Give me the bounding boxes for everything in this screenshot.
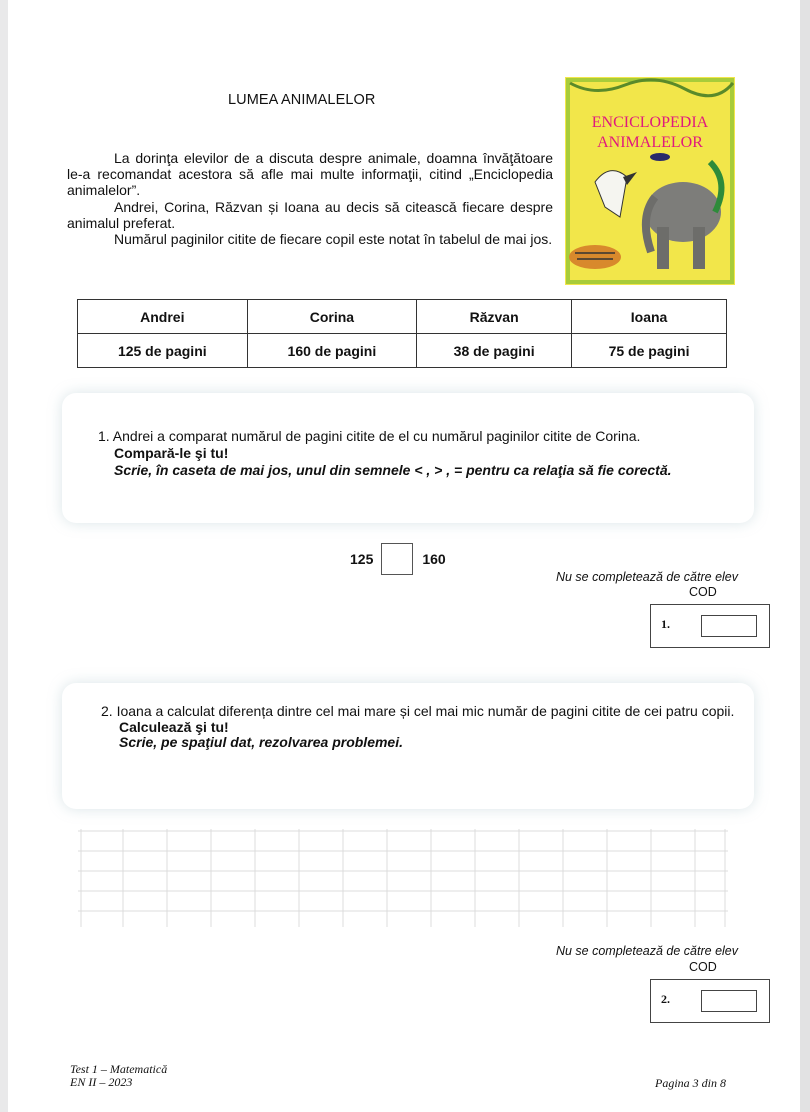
intro-paragraph-2: Andrei, Corina, Răzvan și Ioana au decis să citească fiecare despre animalul preferat.: [67, 198, 553, 231]
pages-table: [77, 299, 727, 368]
footer-test-name: Test 1 – Matematică: [70, 1062, 168, 1076]
grading-number-2: 2.: [661, 992, 670, 1006]
table-cell: 75 de pagini: [572, 334, 727, 368]
grading-note-1: Nu se completează de către elev: [555, 570, 738, 584]
table-header-cell: Andrei: [78, 300, 248, 334]
comparison-right-value: 160: [422, 551, 446, 567]
comparison-answer-box[interactable]: [381, 543, 413, 575]
footer-left: [70, 1063, 167, 1089]
question-1-instruction: Compară-le şi tu!: [114, 445, 229, 461]
comparison-left-value: 125: [350, 551, 374, 567]
comparison-row: [350, 543, 446, 575]
grading-score-box-1[interactable]: [701, 615, 757, 637]
table-header-row: [78, 300, 727, 334]
grading-number-1: 1.: [661, 617, 670, 631]
table-cell: 125 de pagini: [78, 334, 248, 368]
page-edge-right: [800, 0, 810, 1112]
grading-score-box-2[interactable]: [701, 990, 757, 1012]
table-row: [78, 334, 727, 368]
question-1: [98, 428, 672, 479]
intro-paragraph-3: Numărul paginilor citite de fiecare copil este notat în tabelul de mai jos.: [114, 231, 553, 248]
table-cell: 38 de pagini: [417, 334, 572, 368]
question-2: [101, 704, 737, 751]
grading-box-2: [650, 979, 770, 1023]
table-header-cell: Corina: [247, 300, 417, 334]
question-2-task: Scrie, pe spaţiul dat, rezolvarea problemei.: [119, 734, 403, 751]
footer-page-number: Pagina 3 din 8: [655, 1076, 726, 1090]
encyclopedia-cover-image: [565, 77, 735, 285]
footer-exam-name: EN II – 2023: [70, 1075, 133, 1089]
grading-cod-label-2: COD: [689, 960, 717, 974]
cover-title-line2: ANIMALELOR: [597, 134, 703, 151]
grading-box-1: [650, 604, 770, 648]
table-header-cell: Ioana: [572, 300, 727, 334]
question-2-instruction: Calculează şi tu!: [119, 718, 229, 735]
answer-grid[interactable]: [78, 829, 728, 927]
intro-text: [67, 150, 553, 247]
question-1-text: 1. Andrei a comparat numărul de pagini citite de el cu numărul paginilor citite de Corina.: [98, 428, 641, 444]
page-edge-left: [0, 0, 8, 1112]
page-title: LUMEA ANIMALELOR: [228, 92, 376, 108]
question-1-task: Scrie, în caseta de mai jos, unul din semnele < , > , = pentru ca relaţia să fie corectă.: [114, 462, 672, 478]
intro-paragraph-1: La dorinţa elevilor de a discuta despre animale, doamna învăţătoare le-a recomandat acestora să afle mai multe informaţii, citind „Enciclopedia animalelor”.: [67, 150, 553, 199]
grading-cod-label-1: COD: [689, 585, 717, 599]
grading-note-2: Nu se completează de către elev: [555, 944, 738, 958]
cover-title-line1: ENCICLOPEDIA: [591, 114, 709, 131]
table-cell: 160 de pagini: [247, 334, 417, 368]
table-header-cell: Răzvan: [417, 300, 572, 334]
question-2-text: 2. Ioana a calculat diferența dintre cel mai mare și cel mai mic număr de pagini citite de cei patru copii.: [101, 703, 735, 719]
